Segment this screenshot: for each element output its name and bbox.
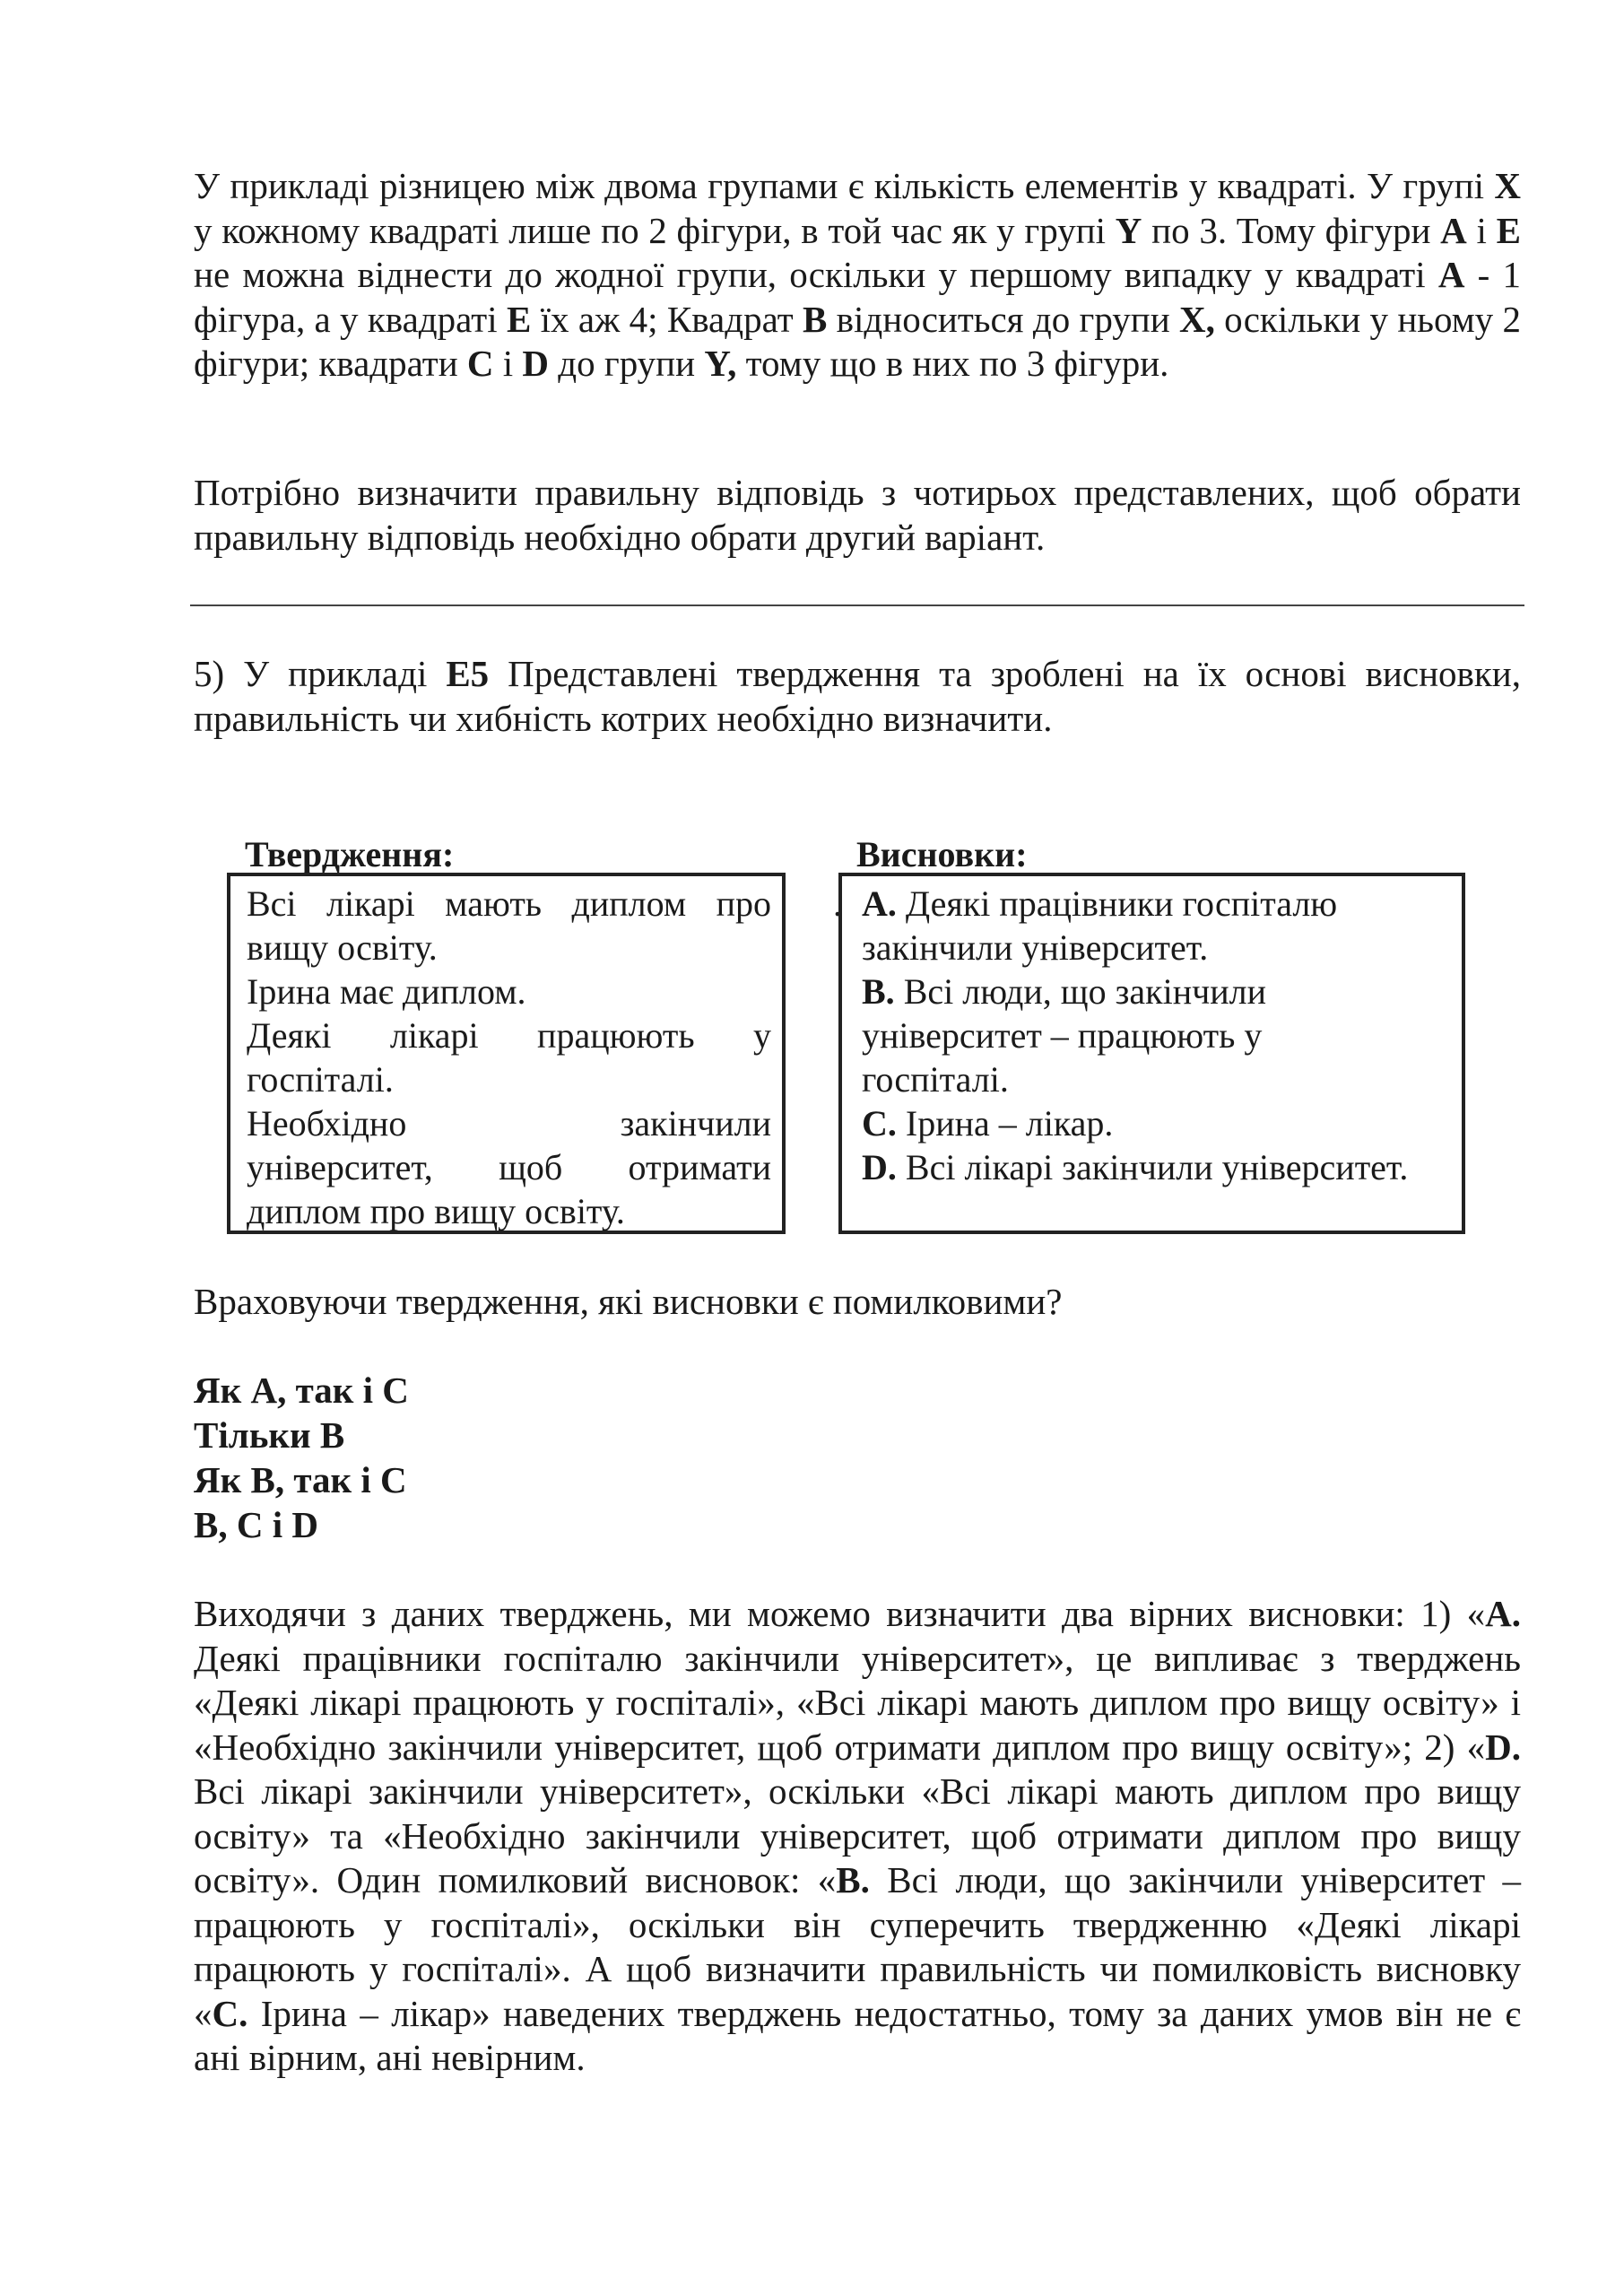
text-run: Виходячи з даних тверджень, ми можемо визначити два вірних висновки: 1) « (194, 1593, 1486, 1634)
text-run: 5) У прикладі (194, 653, 447, 694)
conclusions-title: Висновки: (856, 834, 1028, 874)
text-run: і (1466, 209, 1497, 251)
text-run: відноситься до групи (827, 298, 1179, 340)
stray-mark: . (833, 883, 842, 924)
text-run: Всі лікарі закінчили університет», оскільки «Всі лікарі мають диплом про вищу освіту» та «Необхідно закінчили університет, щоб отримати диплом про вищу освіту». Один помилковий висновок: « (194, 1770, 1521, 1900)
bold-label: D (522, 343, 550, 384)
text-run: тому що в них по 3 фігури. (736, 343, 1169, 384)
text-run: Представлені твердження та зроблені на їх основі висновки, правильність чи хибність котрих необхідно визначити. (194, 653, 1521, 739)
bold-label: X (1494, 165, 1521, 206)
conclusion-b (862, 970, 1458, 1013)
text-run: Всі лікарі закінчили університет. (896, 1147, 1409, 1187)
statement-line: Ірина має диплом. (247, 971, 526, 1012)
conclusion-a-cont: закінчили університет. (862, 927, 1209, 968)
conclusion-a (862, 882, 1458, 926)
bold-label: А (1440, 209, 1467, 251)
conclusion-c (862, 1101, 1458, 1145)
text-run: Всі люди, що закінчили (894, 971, 1267, 1012)
conclusion-b-cont: університет – працюють у (862, 1015, 1263, 1056)
bold-label: А. (1485, 1593, 1521, 1634)
answer-option: Як В, так і С (194, 1459, 407, 1500)
statements-box (227, 873, 786, 1234)
paragraph-task-5-intro (194, 652, 1521, 741)
conclusion-label: D. (862, 1147, 897, 1187)
text-run: до групи (549, 343, 705, 384)
statements-title: Твердження: (245, 834, 455, 874)
conclusion-label: А. (862, 883, 897, 924)
question-text: Враховуючи твердження, які висновки є помилковими? (194, 1281, 1063, 1322)
bold-label: Y (1115, 209, 1142, 251)
bold-label: В. (836, 1859, 870, 1900)
statement-line: Всі лікарі мають диплом про (247, 883, 771, 924)
text-run: оскільки у ньому 2 фігури; квадрати (194, 298, 1521, 384)
statement-line: університет, щоб отримати (247, 1147, 771, 1187)
answer-option: Як А, так і С (194, 1370, 409, 1411)
answer-option: В, С і D (194, 1504, 318, 1545)
statement-line: Деякі лікарі працюють у (247, 1015, 771, 1056)
conclusion-label: B. (862, 971, 895, 1012)
bold-label: А (1437, 254, 1465, 295)
text-run: Всі люди, що закінчили університет – працюють у госпіталі», оскільки він суперечить твердженню «Деякі лікарі працюють у госпіталі». А щоб визначити правильність чи помилковість висновку « (194, 1859, 1521, 2034)
bold-label: D. (1485, 1726, 1521, 1768)
statement-line: диплом про вищу освіту. (247, 1191, 625, 1231)
paragraph-answer-instruction: Потрібно визначити правильну відповідь з чотирьох представлених, щоб обрати правильну відповідь необхідно обрати другий варіант. (194, 472, 1521, 558)
text-run: Деякі працівники госпіталю (896, 883, 1338, 924)
answer-options (194, 1368, 409, 1547)
text-run: - 1 фігура, а у квадраті (194, 254, 1522, 340)
text-run: і (493, 343, 523, 384)
text-run: по 3. Тому фігури (1142, 209, 1441, 251)
paragraph-group-explanation (194, 164, 1521, 387)
bold-label: Е (506, 298, 532, 340)
bold-label: Y, (704, 343, 737, 384)
bold-label: В (802, 298, 828, 340)
bold-label: X, (1179, 298, 1215, 340)
text-run: Ірина – лікар. (896, 1103, 1114, 1144)
statement-line: вищу освіту. (247, 927, 438, 968)
paragraph-solution (194, 1592, 1521, 2081)
text-run: Деякі працівники госпіталю закінчили університет», це випливає з тверджень «Деякі лікарі працюють у госпіталі», «Всі лікарі мають диплом про вищу освіту» і «Необхідно закінчили університет, щоб отримати диплом про вищу освіту»; 2) « (194, 1637, 1521, 1768)
text-run: У прикладі різницею між двома групами є кількість елементів у квадраті. У групі (194, 165, 1495, 206)
statement-line: госпіталі. (247, 1059, 394, 1100)
statement-line: Необхідно закінчили (247, 1103, 771, 1144)
conclusion-label: C. (862, 1103, 897, 1144)
text-run: у кожному квадраті лише по 2 фігури, в той час як у групі (194, 209, 1116, 251)
text-run: Ірина – лікар» наведених тверджень недостатньо, тому за даних умов він не є ані вірним, ані невірним. (194, 1992, 1521, 2078)
conclusion-b-cont: госпіталі. (862, 1059, 1009, 1100)
conclusion-d (862, 1145, 1458, 1189)
text-run: їх аж 4; Квадрат (531, 298, 803, 340)
bold-label: E5 (446, 653, 490, 694)
bold-label: С. (212, 1992, 248, 2034)
section-divider (190, 604, 1524, 606)
text-run: не можна віднести до жодної групи, оскільки у першому випадку у квадраті (194, 254, 1438, 295)
bold-label: Е (1496, 209, 1521, 251)
bold-label: С (466, 343, 494, 384)
conclusions-box (838, 873, 1465, 1234)
answer-option: Тільки В (194, 1414, 345, 1456)
